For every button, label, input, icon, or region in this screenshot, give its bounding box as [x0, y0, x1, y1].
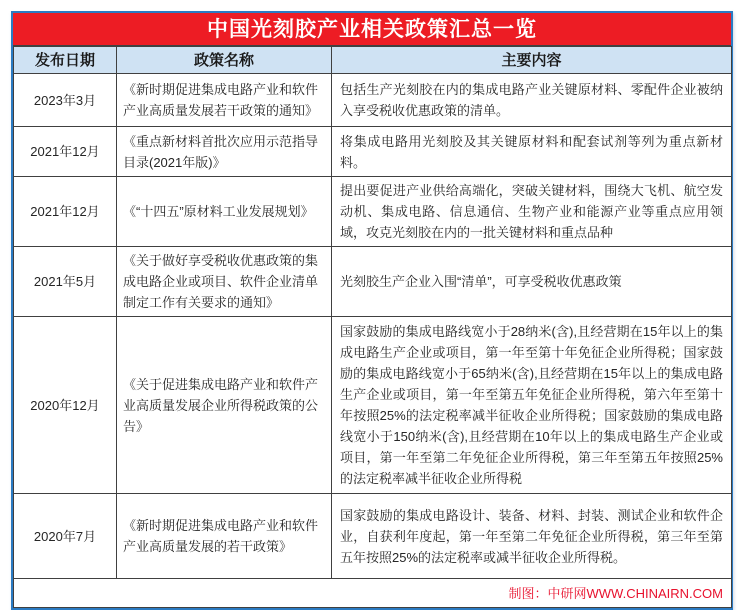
column-header-content: 主要内容	[332, 47, 732, 74]
column-header-policy: 政策名称	[117, 47, 332, 74]
row-policy: 《新时期促进集成电路产业和软件产业高质量发展的若干政策》	[117, 494, 332, 579]
page-title: 中国光刻胶产业相关政策汇总一览	[13, 13, 731, 46]
row-content: 包括生产光刻胶在内的集成电路产业关键原材料、零配件企业被纳入享受税收优惠政策的清单。	[332, 74, 732, 127]
policy-table	[13, 46, 732, 608]
row-date: 2020年12月	[14, 317, 117, 494]
policy-summary-table	[11, 11, 733, 610]
table-row	[14, 247, 732, 317]
row-content: 国家鼓励的集成电路设计、装备、材料、封装、测试企业和软件企业，自获利年度起，第一年至第二年免征企业所得税，第三年至第五年按照25%的法定税率或减半征收企业所得税。	[332, 494, 732, 579]
row-content: 光刻胶生产企业入围“清单”，可享受税收优惠政策	[332, 247, 732, 317]
row-date: 2021年12月	[14, 127, 117, 177]
table-row	[14, 127, 732, 177]
row-policy: 《关于做好享受税收优惠政策的集成电路企业或项目、软件企业清单制定工作有关要求的通知》	[117, 247, 332, 317]
row-date: 2020年7月	[14, 494, 117, 579]
row-date: 2021年5月	[14, 247, 117, 317]
table-row	[14, 494, 732, 579]
table-row	[14, 177, 732, 247]
row-content: 提出要促进产业供给高端化，突破关键材料，围绕大飞机、航空发动机、集成电路、信息通信、生物产业和能源产业等重点应用领域，攻克光刻胶在内的一批关键材料和重点品种	[332, 177, 732, 247]
column-header-date: 发布日期	[14, 47, 117, 74]
table-row	[14, 74, 732, 127]
row-content: 将集成电路用光刻胶及其关键原材料和配套试剂等列为重点新材料。	[332, 127, 732, 177]
row-date: 2023年3月	[14, 74, 117, 127]
credit-row	[14, 579, 732, 608]
table-row	[14, 317, 732, 494]
row-policy: 《重点新材料首批次应用示范指导目录(2021年版)》	[117, 127, 332, 177]
row-content: 国家鼓励的集成电路线宽小于28纳米(含),且经营期在15年以上的集成电路生产企业或项目，第一年至第十年免征企业所得税；国家鼓励的集成电路线宽小于65纳米(含),且经营期在15年以上的集成电路生产企业或项目，第一年至第五年免征企业所得税，第六年至第十年按照25%的法定税率减半征收企业所得税；国家鼓励的集成电路线宽小于150纳米(含),且经营期在10年以上的集成电路生产企业或项目，第一年至第二年免征企业所得税，第三年至第五年按照25%的法定税率减半征收企业所得税	[332, 317, 732, 494]
row-date: 2021年12月	[14, 177, 117, 247]
row-policy: 《关于促进集成电路产业和软件产业高质量发展企业所得税政策的公告》	[117, 317, 332, 494]
table-header-row	[14, 47, 732, 74]
row-policy: 《新时期促进集成电路产业和软件产业高质量发展若干政策的通知》	[117, 74, 332, 127]
credit-text: 制图：中研网WWW.CHINAIRN.COM	[14, 579, 732, 608]
row-policy: 《“十四五”原材料工业发展规划》	[117, 177, 332, 247]
